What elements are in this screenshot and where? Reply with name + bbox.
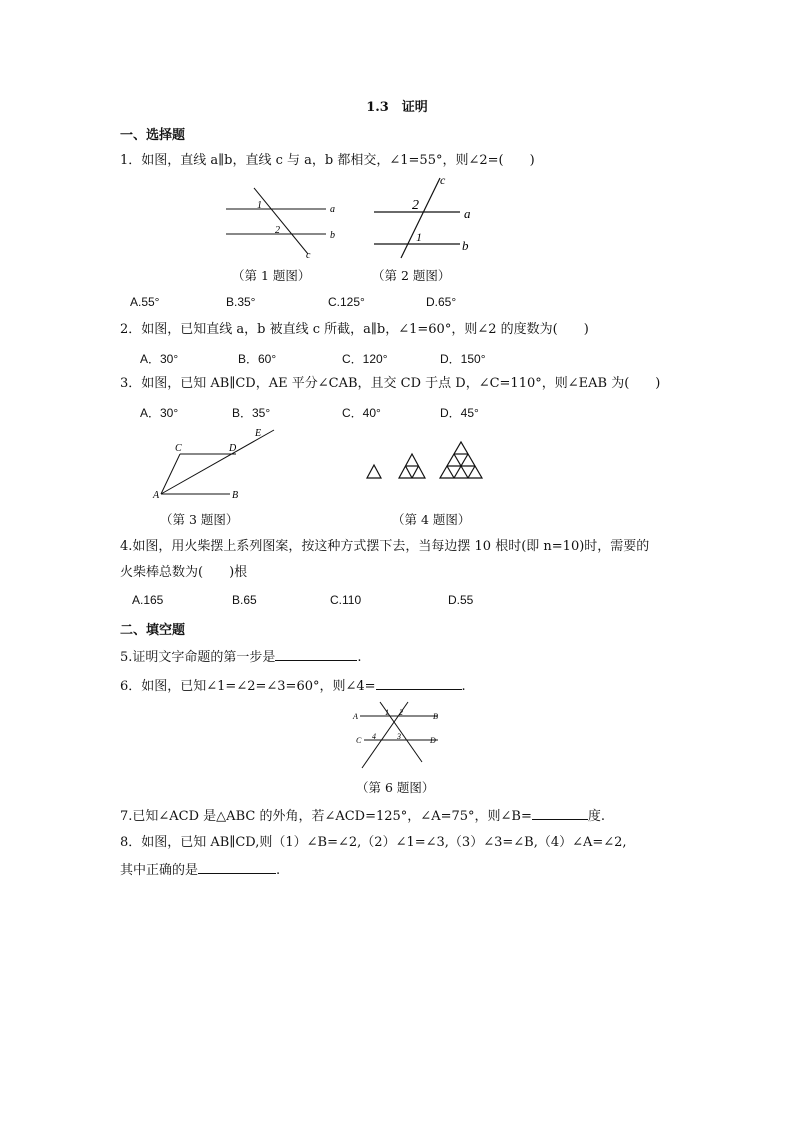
q3-option-c: C．40° xyxy=(342,406,381,420)
q3-option-b: B．35° xyxy=(232,406,271,420)
section-heading-fill: 二、填空题 xyxy=(120,623,186,638)
question-2-text: 2．如图，已知直线 a，b 被直线 c 所截，a∥b，∠1=60°，则∠2 的度数为( ) xyxy=(120,322,589,337)
fig4-pattern-n3 xyxy=(440,442,482,478)
q5-answer-blank[interactable] xyxy=(275,647,357,661)
question-6-text: 6．如图，已知∠1=∠2=∠3=60°，则∠4= xyxy=(120,679,376,694)
question-6 xyxy=(120,676,466,696)
fig1-label-2: 2 xyxy=(275,225,280,236)
figure-4-caption: （第 4 题图） xyxy=(392,512,471,527)
q8-end: . xyxy=(276,863,281,878)
q4-option-d: D.55 xyxy=(448,593,474,607)
q7-answer-blank[interactable] xyxy=(532,806,588,820)
fig2-line-c xyxy=(401,178,440,258)
fig3-label-e: E xyxy=(255,428,262,439)
q2-option-b: B．60° xyxy=(238,352,277,366)
figure-2 xyxy=(368,174,488,262)
fig2-label-a: a xyxy=(464,206,471,221)
fig1-line-c xyxy=(254,188,308,254)
q3-option-a: A．30° xyxy=(140,406,179,420)
fig6-label-a: A xyxy=(353,712,358,721)
q7-end: 度. xyxy=(587,809,605,824)
fig1-label-c: c xyxy=(306,250,311,261)
q3-option-d: D．45° xyxy=(440,406,479,420)
fig2-label-2: 2 xyxy=(412,198,419,213)
fig1-label-b: b xyxy=(330,230,335,241)
fig3-label-d: D xyxy=(229,443,237,454)
q4-option-a: A.165 xyxy=(132,593,164,607)
q6-answer-blank[interactable] xyxy=(376,676,462,690)
fig6-label-d: D xyxy=(430,736,436,745)
fig1-label-1: 1 xyxy=(257,200,262,211)
question-8-text-line2: 其中正确的是 xyxy=(120,863,199,878)
figure-2-caption: （第 2 题图） xyxy=(372,268,451,283)
fig6-label-3: 3 xyxy=(397,732,401,741)
q1-option-c: C.125° xyxy=(328,295,365,309)
question-5-text: 5.证明文字命题的第一步是 xyxy=(120,650,276,665)
q2-option-a: A．30° xyxy=(140,352,179,366)
fig4-pattern-n2 xyxy=(399,454,425,478)
q1-option-b: B.35° xyxy=(226,295,256,309)
question-1-text: 1．如图，直线 a∥b，直线 c 与 a，b 都相交，∠1=55°，则∠2=( ) xyxy=(120,153,535,168)
q2-option-c: C．120° xyxy=(342,352,388,366)
question-8 xyxy=(120,860,280,880)
fig3-label-c: C xyxy=(175,443,182,454)
figure-3-caption: （第 3 题图） xyxy=(160,512,239,527)
fig3-ray-ae xyxy=(161,430,274,494)
fig6-label-b: B xyxy=(433,712,438,721)
fig3-label-b: B xyxy=(232,490,239,501)
fig2-label-1: 1 xyxy=(416,230,422,244)
fig1-label-a: a xyxy=(330,204,335,215)
fig6-label-4: 4 xyxy=(372,732,376,741)
question-8-text-line1: 8．如图，已知 AB∥CD,则（1）∠B=∠2,（2）∠1=∠3,（3）∠3=∠B,（4）∠A=∠2, xyxy=(120,835,627,850)
fig2-label-b: b xyxy=(462,238,469,253)
fig2-label-c: c xyxy=(440,174,446,187)
fig3-label-a: A xyxy=(153,490,160,501)
fig6-label-1: 1 xyxy=(385,708,389,717)
fig4-pattern-n1 xyxy=(367,465,381,478)
figure-1-caption: （第 1 题图） xyxy=(232,268,311,283)
q1-option-d: D.65° xyxy=(426,295,457,309)
page-title: 1.3 证明 xyxy=(366,100,428,115)
figure-1 xyxy=(218,182,348,262)
q5-end: . xyxy=(357,650,362,665)
q8-answer-blank[interactable] xyxy=(198,860,276,874)
figure-4 xyxy=(360,436,490,484)
q1-option-a: A.55° xyxy=(130,295,160,309)
figure-6 xyxy=(350,700,446,772)
fig6-label-c: C xyxy=(356,736,362,745)
question-4-text-line2: 火柴棒总数为( )根 xyxy=(120,565,248,580)
q4-option-b: B.65 xyxy=(232,593,257,607)
fig3-segment-ac xyxy=(161,454,180,494)
question-5 xyxy=(120,647,362,667)
section-heading-choice: 一、选择题 xyxy=(120,128,186,143)
question-3-text: 3．如图，已知 AB∥CD，AE 平分∠CAB，且交 CD 于点 D，∠C=110°，则∠EAB 为( ) xyxy=(120,376,661,391)
q2-option-d: D．150° xyxy=(440,352,486,366)
q6-end: . xyxy=(461,679,466,694)
question-7-text: 7.已知∠ACD 是△ABC 的外角，若∠ACD=125°，∠A=75°，则∠B= xyxy=(120,809,532,824)
q4-option-c: C.110 xyxy=(330,593,362,607)
fig6-label-2: 2 xyxy=(399,708,403,717)
figure-6-caption: （第 6 题图） xyxy=(356,780,435,795)
question-7 xyxy=(120,806,605,826)
figure-3 xyxy=(150,424,290,504)
question-4-text-line1: 4.如图，用火柴摆上系列图案，按这种方式摆下去，当每边摆 10 根时(即 n=10)时，需要的 xyxy=(120,539,650,554)
